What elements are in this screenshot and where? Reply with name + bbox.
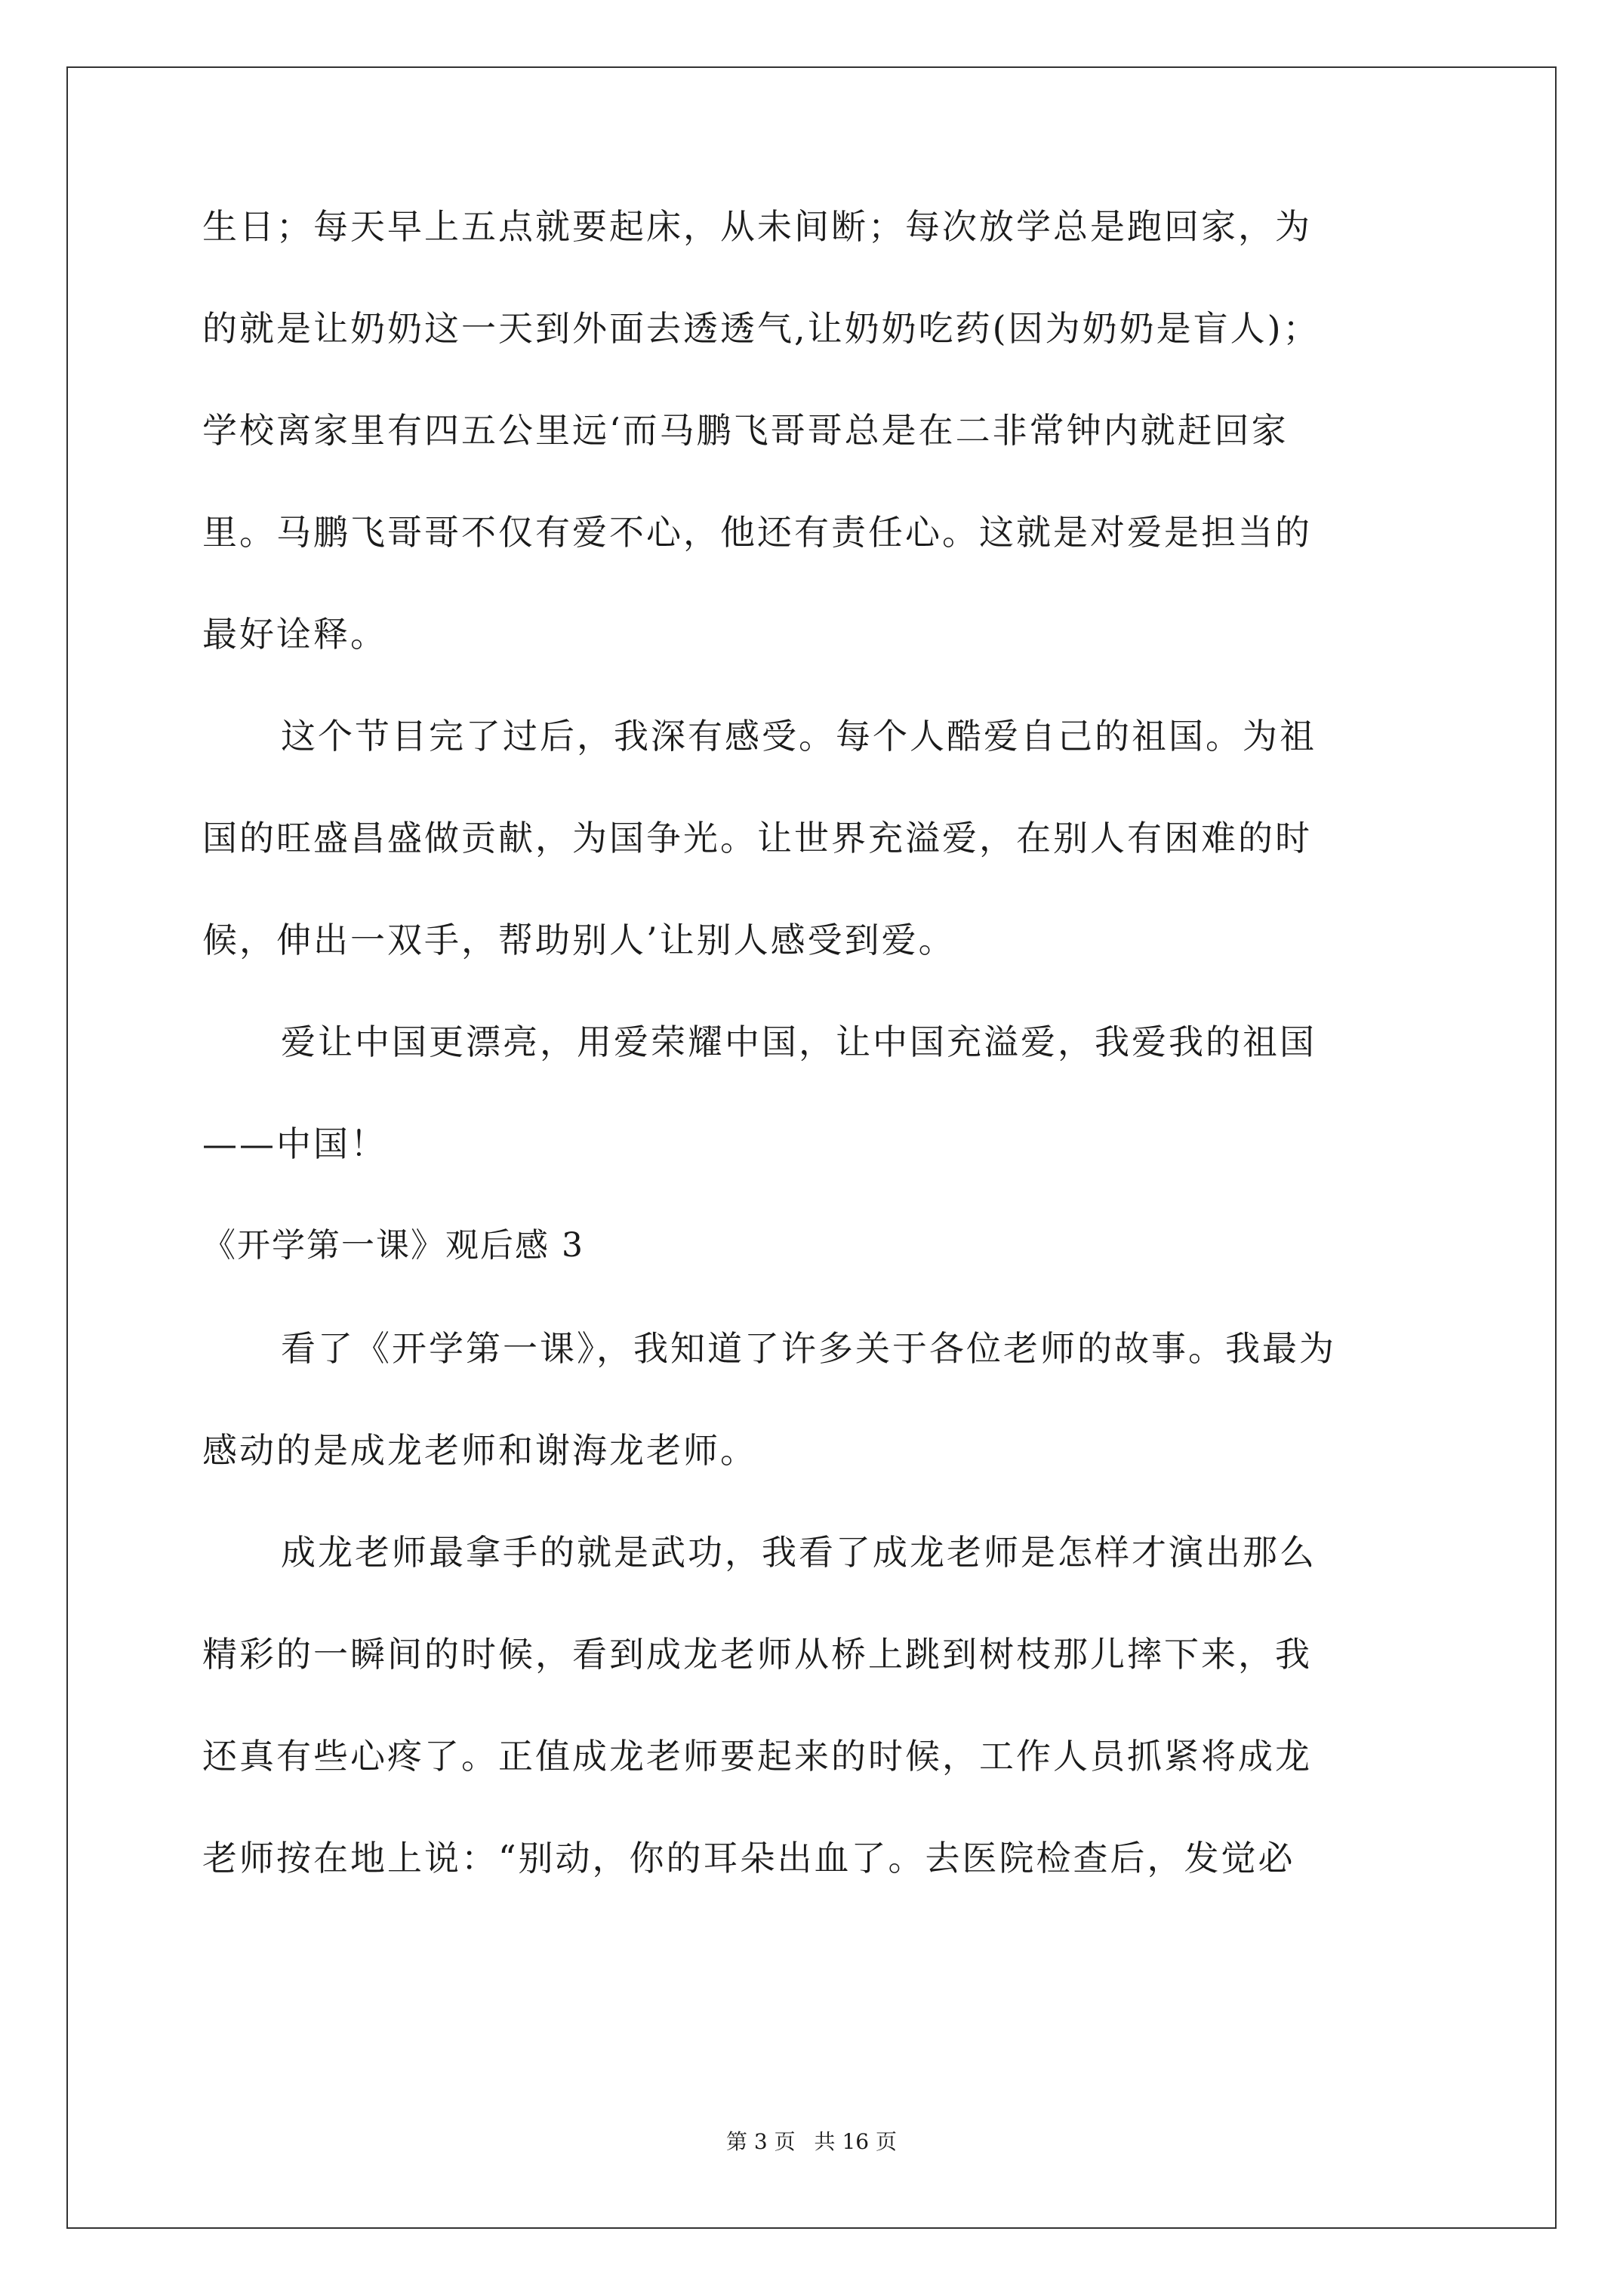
page-total: 共 16 页	[814, 2129, 897, 2154]
section-heading: 《开学第一课》观后感 3	[202, 1226, 584, 1265]
text-line: 还真有些心疼了。正值成龙老师要起来的时候，工作人员抓紧将成龙	[202, 1736, 1312, 1777]
text-line: 最好诠释。	[202, 614, 387, 655]
paragraph-first-line: 爱让中国更漂亮，用爱荣耀中国，让中国充溢爱，我爱我的祖国	[281, 1022, 1317, 1062]
text-line: ——中国！	[202, 1123, 387, 1164]
text-line: 学校离家里有四五公里远‘而马鹏飞哥哥总是在二非常钟内就赶回家	[202, 410, 1289, 451]
text-line: 的就是让奶奶这一天到外面去透透气,让奶奶吃药(因为奶奶是盲人)；	[202, 308, 1320, 349]
page-number: 第 3 页	[726, 2129, 796, 2154]
text-line: 里。马鹏飞哥哥不仅有爱不心，他还有责任心。这就是对爱是担当的	[202, 512, 1312, 553]
text-line: 候，伸出一双手，帮助别人’让别人感受到爱。	[202, 920, 956, 960]
paragraph-first-line: 成龙老师最拿手的就是武功，我看了成龙老师是怎样才演出那么	[281, 1532, 1317, 1573]
text-line: 生日；每天早上五点就要起床，从未间断；每次放学总是跑回家，为	[202, 206, 1312, 247]
document-body	[202, 204, 1434, 1937]
text-line: 国的旺盛昌盛做贡献，为国争光。让世界充溢爱，在别人有困难的时	[202, 818, 1312, 858]
text-line: 精彩的一瞬间的时候，看到成龙老师从桥上跳到树枝那儿摔下来，我	[202, 1634, 1312, 1675]
text-line: 感动的是成龙老师和谢海龙老师。	[202, 1430, 757, 1471]
paragraph-first-line: 这个节目完了过后，我深有感受。每个人酷爱自己的祖国。为祖	[281, 716, 1317, 757]
text-line: 老师按在地上说：“别动，你的耳朵出血了。去医院检查后，发觉必	[202, 1838, 1295, 1878]
paragraph-first-line: 看了《开学第一课》，我知道了许多关于各位老师的故事。我最为	[281, 1328, 1336, 1369]
page-footer	[0, 2128, 1623, 2156]
